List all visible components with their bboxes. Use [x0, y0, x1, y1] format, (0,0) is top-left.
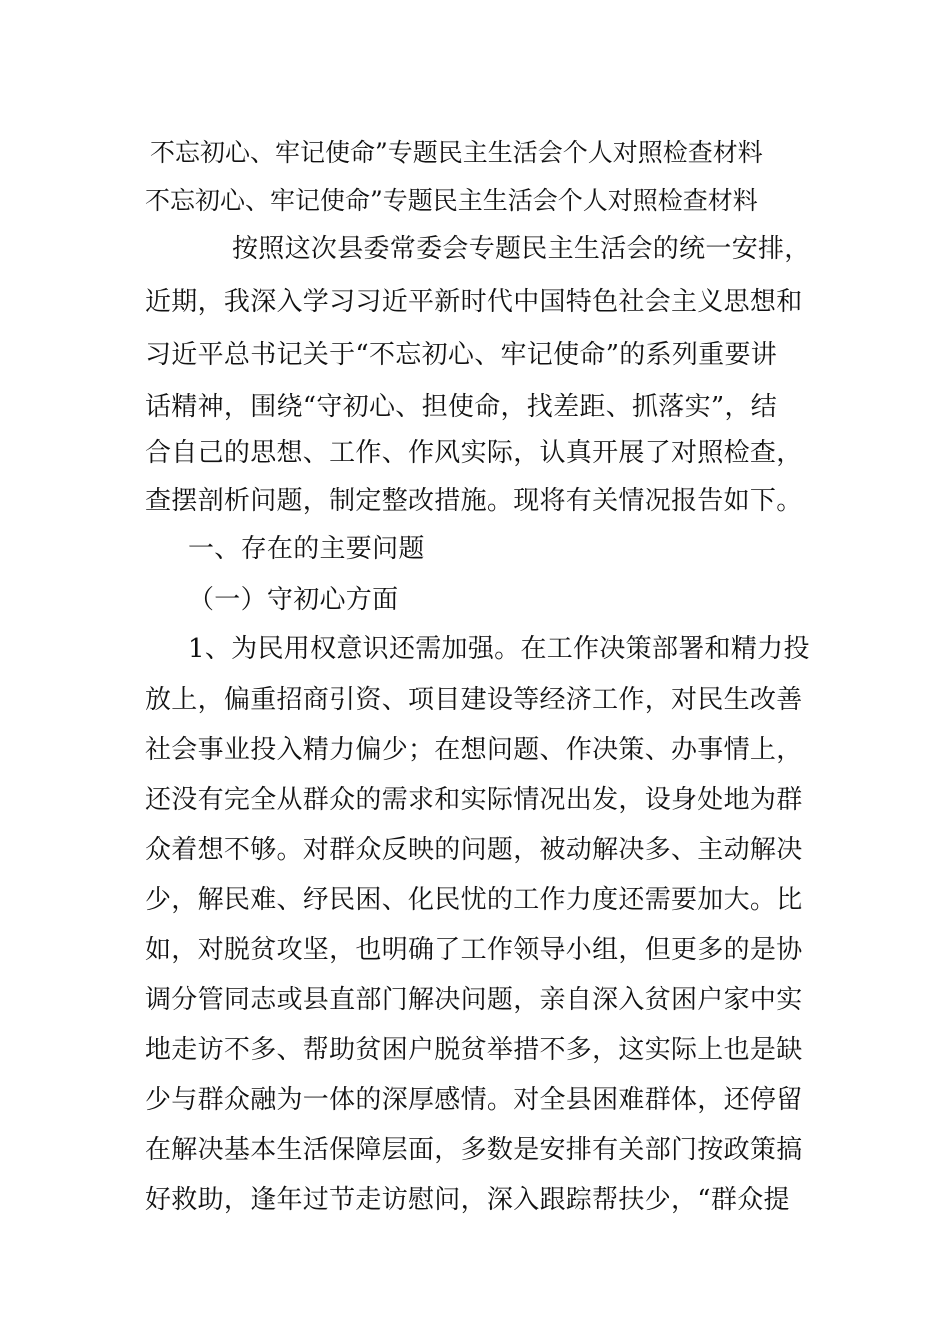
item1-line-2: 放上，偏重招商引资、项目建设等经济工作，对民生改善 — [145, 685, 803, 715]
intro-line-2: 近期，我深入学习习近平新时代中国特色社会主义思想和 — [145, 287, 803, 317]
item1-line-9: 地走访不多、帮助贫困户脱贫举措不多，这实际上也是缺 — [145, 1035, 803, 1065]
intro-line-5: 合自己的思想、工作、作风实际，认真开展了对照检查， — [145, 438, 803, 468]
item1-line-1: 1、为民用权意识还需加强。在工作决策部署和精力投 — [188, 634, 810, 664]
intro-line-1: 按照这次县委常委会专题民主生活会的统一安排， — [232, 234, 811, 264]
item1-line-11: 在解决基本生活保障层面，多数是安排有关部门按政策搞 — [145, 1135, 803, 1165]
item1-line-12: 好救助，逢年过节走访慰问，深入跟踪帮扶少，“群众提 — [145, 1185, 790, 1215]
intro-line-6: 查摆剖析问题，制定整改措施。现将有关情况报告如下。 — [145, 486, 803, 516]
item1-line-7: 如，对脱贫攻坚，也明确了工作领导小组，但更多的是协 — [145, 935, 803, 965]
intro-line-4: 话精神，围绕“守初心、担使命，找差距、抓落实”，结 — [145, 392, 778, 422]
intro-line-3: 习近平总书记关于“不忘初心、牢记使命”的系列重要讲 — [145, 340, 778, 370]
subsection-heading: （一）守初心方面 — [188, 585, 399, 615]
section-heading: 一、存在的主要问题 — [188, 534, 425, 564]
item1-line-5: 众着想不够。对群众反映的问题，被动解决多、主动解决 — [145, 835, 803, 865]
title-line-1: 不忘初心、牢记使命”专题民主生活会个人对照检查材料 — [150, 138, 763, 167]
title-line-2: 不忘初心、牢记使命”专题民主生活会个人对照检查材料 — [145, 186, 758, 215]
item1-line-6: 少，解民难、纾民困、化民忧的工作力度还需要加大。比 — [145, 885, 803, 915]
item1-line-8: 调分管同志或县直部门解决问题，亲自深入贫困户家中实 — [145, 985, 803, 1015]
item1-line-10: 少与群众融为一体的深厚感情。对全县困难群体，还停留 — [145, 1085, 803, 1115]
item1-line-3: 社会事业投入精力偏少；在想问题、作决策、办事情上， — [145, 735, 803, 765]
item1-line-4: 还没有完全从群众的需求和实际情况出发，设身处地为群 — [145, 785, 803, 815]
